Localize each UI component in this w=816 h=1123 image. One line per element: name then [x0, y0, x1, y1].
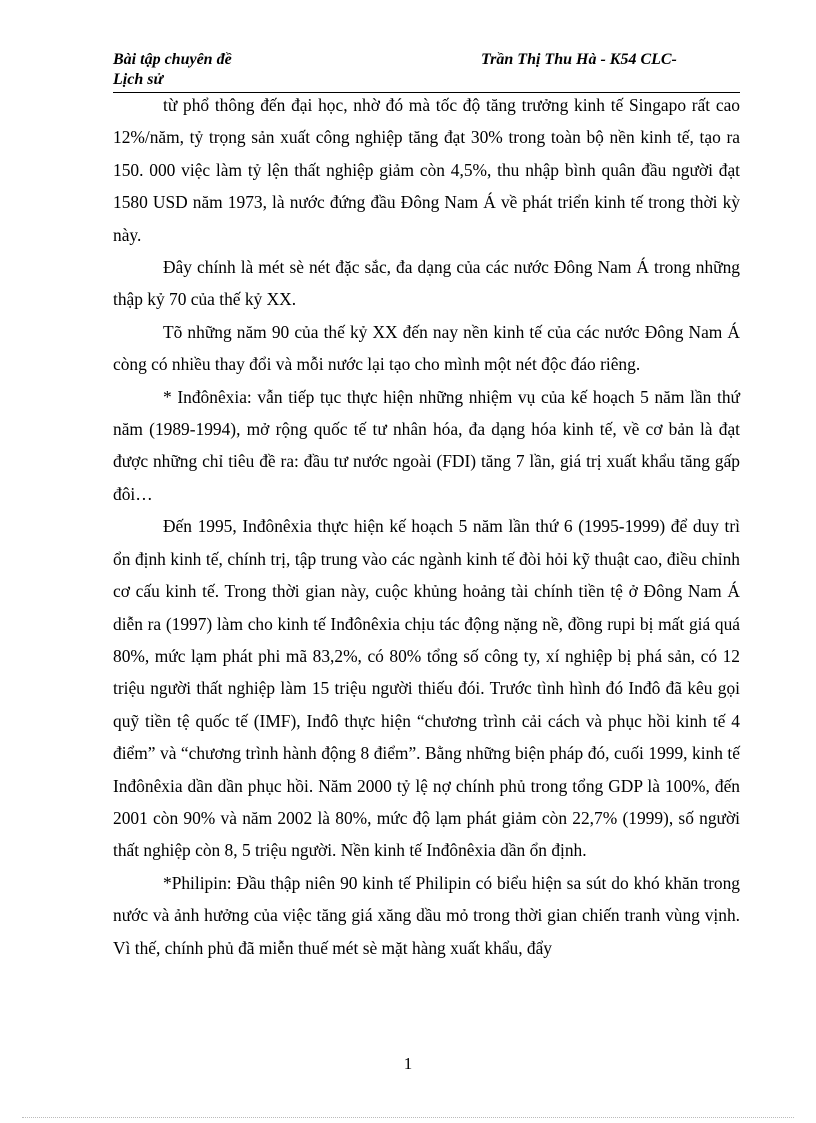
page-bottom-divider — [22, 1117, 794, 1118]
paragraph: Đây chính là mét sè nét đặc sắc, đa dạng của các nước Đông Nam Á trong những thập kỷ 70 của thế kỷ XX. — [113, 257, 740, 310]
paragraph: từ phổ thông đến đại học, nhờ đó mà tốc độ tăng trưởng kinh tế Singapo rất cao 12%/năm, tỷ trọng sản xuất công nghiệp tăng đạt 30% trong toàn bộ nền kinh tế, tạo ra 150. 000 việc làm tỷ lện thất nghiệp giảm còn 4,5%, thu nhập bình quân đầu người đạt 1580 USD năm 1973, là nước đứng đầu Đông Nam Á về phát triển kinh tế trong thời kỳ này. — [113, 95, 740, 245]
paragraph: Đến 1995, Inđônêxia thực hiện kế hoạch 5 năm lần thứ 6 (1995-1999) để duy trì ổn định kinh tế, chính trị, tập trung vào các ngành kinh tế đòi hỏi kỹ thuật cao, điều chỉnh cơ cấu kinh tế. Trong thời gian này, cuộc khủng hoảng tài chính tiền tệ ở Đông Nam Á diễn ra (1997) làm cho kinh tế Inđônêxia chịu tác động nặng nề, đồng rupi bị mất giá quá 80%, mức lạm phát phi mã 83,2%, có 80% tổng số công ty, xí nghiệp bị phá sản, có 12 triệu người thất nghiệp làm 15 triệu người thiếu đói. Trước tình hình đó Inđô đã kêu gọi quỹ tiền tệ quốc tế (IMF), Inđô thực hiện “chương trình cải cách và phục hồi kinh tế 4 điểm” và “chương trình hành động 8 điểm”. Bằng những biện pháp đó, cuối 1999, kinh tế Inđônêxia dần dần phục hồi. Năm 2000 tỷ lệ nợ chính phủ trong tổng GDP là 100%, đến 2001 còn 90% và năm 2002 là 80%, mức độ lạm phát giảm còn 22,7% (1999), số người thất nghiệp còn 8, 5 triệu người. Nền kinh tế Inđônêxia dần ổn định. — [113, 516, 740, 861]
page-number: 1 — [403, 1054, 413, 1073]
header-course-line2: Lịch sử — [113, 71, 164, 88]
header-author: Trần Thị Thu Hà - K54 CLC- — [481, 51, 677, 68]
body-text — [113, 89, 740, 964]
page-header — [113, 50, 740, 93]
paragraph: *Philipin: Đầu thập niên 90 kinh tế Philipin có biểu hiện sa sút do khó khăn trong nước và ảnh hưởng của việc tăng giá xăng dầu mỏ trong thời gian chiến tranh vùng vịnh. Vì thế, chính phủ đã miễn thuế mét sè mặt hàng xuất khẩu, đẩy — [113, 872, 740, 958]
header-course-line1: Bài tập chuyên đề — [113, 51, 232, 68]
paragraph: * Inđônêxia: vẫn tiếp tục thực hiện những nhiệm vụ của kế hoạch 5 năm lần thứ năm (1989-1994), mở rộng quốc tế tư nhân hóa, đa dạng hóa kinh tế, về cơ bản là đạt được những chỉ tiêu đề ra: đầu tư nước ngoài (FDI) tăng 7 lần, giá trị xuất khẩu tăng gấp đôi… — [113, 386, 740, 504]
header-course-title — [113, 50, 373, 90]
paragraph: Tõ những năm 90 của thế kỷ XX đến nay nền kinh tế của các nước Đông Nam Á còng có nhiều thay đổi và mỗi nước lại tạo cho mình một nét độc đáo riêng. — [113, 321, 740, 375]
